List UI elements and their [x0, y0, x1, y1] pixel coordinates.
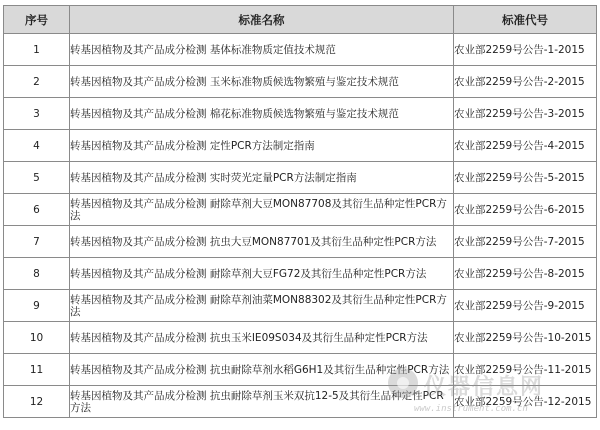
standards-table: [3, 5, 597, 418]
row-number: 11: [4, 354, 70, 386]
column-header-number: 序号: [4, 6, 70, 34]
table-row: [4, 322, 597, 354]
standard-name: 转基因植物及其产品成分检测 抗虫大豆MON87701及其衍生品种定性PCR方法: [70, 226, 454, 258]
row-number: 1: [4, 34, 70, 66]
standard-code: 农业部2259号公告-11-2015: [454, 354, 597, 386]
row-number: 7: [4, 226, 70, 258]
standard-name: 转基因植物及其产品成分检测 耐除草剂大豆FG72及其衍生品种定性PCR方法: [70, 258, 454, 290]
table-row: [4, 162, 597, 194]
table-row: [4, 354, 597, 386]
table-row: [4, 194, 597, 226]
watermark-title: 仪器信息网: [424, 375, 545, 400]
standard-name: 转基因植物及其产品成分检测 实时荧光定量PCR方法制定指南: [70, 162, 454, 194]
row-number: 4: [4, 130, 70, 162]
standard-name: 转基因植物及其产品成分检测 基体标准物质定值技术规范: [70, 34, 454, 66]
standard-code: 农业部2259号公告-4-2015: [454, 130, 597, 162]
table-row: [4, 386, 597, 418]
column-header-standard-name: 标准名称: [70, 6, 454, 34]
table-row: [4, 34, 597, 66]
table-row: [4, 258, 597, 290]
row-number: 10: [4, 322, 70, 354]
standard-code: 农业部2259号公告-12-2015: [454, 386, 597, 418]
watermark-url: www.instrument.com.cn: [414, 404, 528, 414]
column-header-standard-code: 标准代号: [454, 6, 597, 34]
standard-name: 转基因植物及其产品成分检测 抗虫耐除草剂水稻G6H1及其衍生品种定性PCR方法: [70, 354, 454, 386]
standard-name: 转基因植物及其产品成分检测 玉米标准物质候选物繁殖与鉴定技术规范: [70, 66, 454, 98]
standard-name: 转基因植物及其产品成分检测 耐除草剂大豆MON87708及其衍生品种定性PCR方法: [70, 194, 454, 226]
standard-name: 转基因植物及其产品成分检测 定性PCR方法制定指南: [70, 130, 454, 162]
table-row: [4, 226, 597, 258]
standard-code: 农业部2259号公告-5-2015: [454, 162, 597, 194]
row-number: 8: [4, 258, 70, 290]
standard-name: 转基因植物及其产品成分检测 抗虫玉米IE09S034及其衍生品种定性PCR方法: [70, 322, 454, 354]
row-number: 2: [4, 66, 70, 98]
row-number: 6: [4, 194, 70, 226]
standard-code: 农业部2259号公告-1-2015: [454, 34, 597, 66]
table-row: [4, 66, 597, 98]
row-number: 9: [4, 290, 70, 322]
table-row: [4, 290, 597, 322]
standard-code: 农业部2259号公告-6-2015: [454, 194, 597, 226]
standard-name: 转基因植物及其产品成分检测 抗虫耐除草剂玉米双抗12-5及其衍生品种定性PCR方法: [70, 386, 454, 418]
standard-code: 农业部2259号公告-2-2015: [454, 66, 597, 98]
standard-name: 转基因植物及其产品成分检测 棉花标准物质候选物繁殖与鉴定技术规范: [70, 98, 454, 130]
standard-name: 转基因植物及其产品成分检测 耐除草剂油菜MON88302及其衍生品种定性PCR方法: [70, 290, 454, 322]
standard-code: 农业部2259号公告-9-2015: [454, 290, 597, 322]
row-number: 5: [4, 162, 70, 194]
row-number: 3: [4, 98, 70, 130]
standard-code: 农业部2259号公告-3-2015: [454, 98, 597, 130]
standard-code: 农业部2259号公告-10-2015: [454, 322, 597, 354]
table-header-row: [4, 6, 597, 34]
row-number: 12: [4, 386, 70, 418]
table-row: [4, 130, 597, 162]
standard-code: 农业部2259号公告-7-2015: [454, 226, 597, 258]
table-row: [4, 98, 597, 130]
standard-code: 农业部2259号公告-8-2015: [454, 258, 597, 290]
